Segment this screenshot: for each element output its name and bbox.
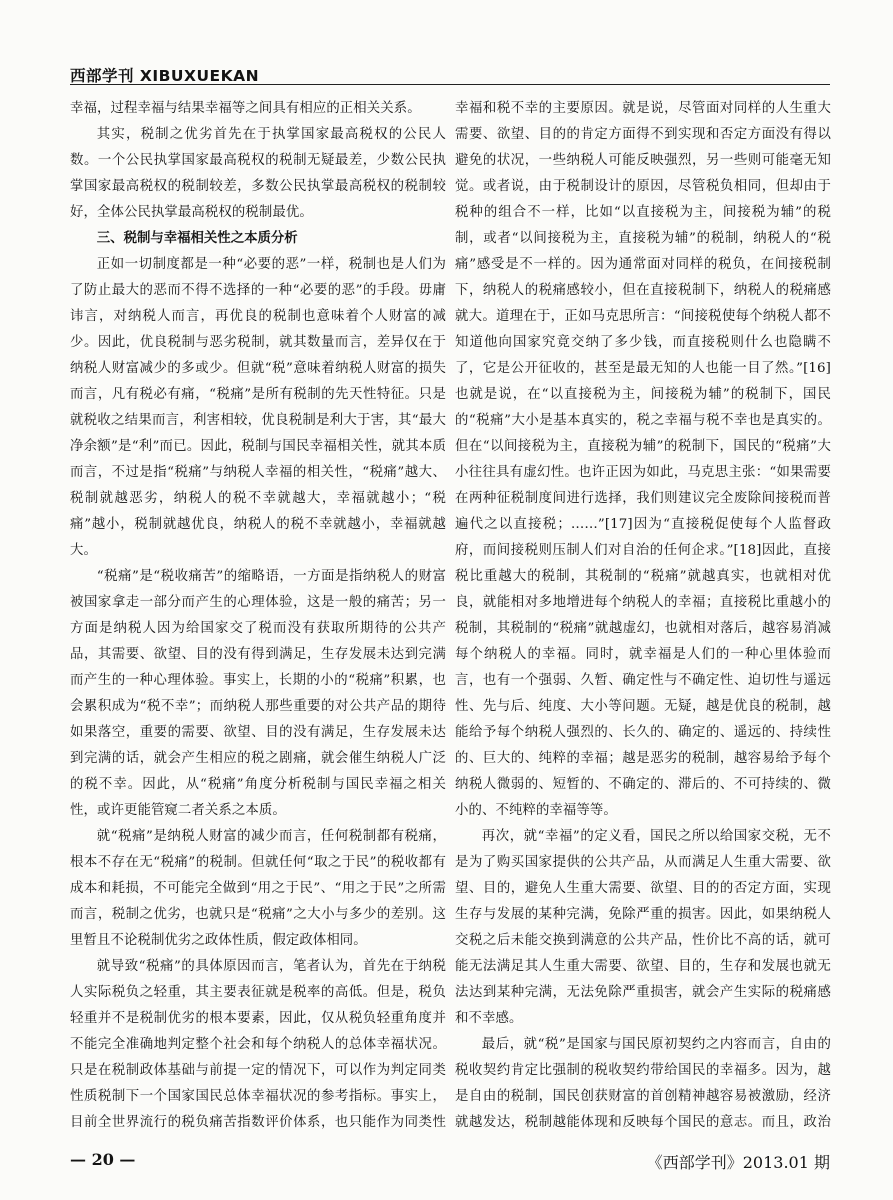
right-column xyxy=(455,96,831,1138)
page-header xyxy=(70,60,830,88)
left-column xyxy=(70,96,446,1138)
paragraph: 最后，就“税”是国家与国民原初契约之内容而言，自由的税收契约肯定比强制的税收契约带给国民的幸福多。因为，越是自由的税制，国民创获财富的首创精神越容易被激励，经济就越发达，税制越能体现和反映每个国民的意志。而且，政治 xyxy=(455,1037,831,1130)
paragraph: 幸福和税不幸的主要原因。就是说，尽管面对同样的人生重大需要、欲望、目的的肯定方面得不到实现和否定方面没有得以避免的状况，一些纳税人可能反映强烈，另一些则可能毫无知觉。或者说，由于税制设计的原因，尽管税负相同，但却由于税种的组合不一样，比如“以直接税为主，间接税为辅”的税制，或者“以间接税为主，直接税为辅”的税制，纳税人的“税痛”感受是不一样的。因为通常面对同样的税负，在间接税制下，纳税人的税痛感较小，但在直接税制下，纳税人的税痛感就大。道理在于，正如马克思所言：“间接税使每个纳税人都不知道他向国家究竟交纳了多少钱，而直接税则什么也隐瞒不了，它是公开征收的，甚至是最无知的人也能一目了然。”[16]也就是说，在“以直接税为主，间接税为辅”的税制下，国民的“税痛”大小是基本真实的，税之幸福与税不幸也是真实的。但在“以间接税为主，直接税为辅”的税制下，国民的“税痛”大小往往具有虚幻性。也许正因为如此，马克思主张：“如果需要在两种征税制度间进行选择，我们则建议完全废除间接税而普遍代之以直接税；……”[17]因为“直接税促使每个人监督政府，而间接税则压制人们对自治的任何企求。”[18]因此，直接税比重越大的税制，其税制的“税痛”就越真实，也就相对优良，就能相对多地增进每个纳税人的幸福；直接税比重越小的税制，其税制的“税痛”就越虚幻，也就相对落后，越容易消减每个纳税人的幸福。同时，就幸福是人们的一种心里体验而言，也有一个强弱、久暂、确定性与不确定性、迫切性与遥远性、先与后、纯度、大小等问题。无疑，越是优良的税制，越能给予每个纳税人强烈的、长久的、确定的、遥远的、持续性的、巨大的、纯粹的幸福；越是恶劣的税制，越容易给予每个纳税人微弱的、短暂的、不确定的、滞后的、不可持续的、微小的、不纯粹的幸福等等。 xyxy=(455,101,831,818)
issue-info: 《西部学刊》2013.01 期 xyxy=(646,1153,830,1172)
paragraph: 幸福，过程幸福与结果幸福等之间具有相应的正相关关系。 xyxy=(70,101,421,116)
paragraph: 其实，税制之优劣首先在于执掌国家最高税权的公民人数。一个公民执掌国家最高税权的税制无疑最差，少数公民执掌国家最高税权的税制较差，多数公民执掌最高税权的税制较好，全体公民执掌最高税权的税制最优。 xyxy=(70,127,446,220)
section-heading: 三、税制与幸福相关性之本质分析 xyxy=(96,231,298,246)
journal-name: 西部学刊 XIBUXUEKAN xyxy=(70,67,260,85)
page-number: — 20 — xyxy=(70,1150,136,1169)
header-rule xyxy=(70,84,830,85)
paragraph: 就导致“税痛”的具体原因而言，笔者认为，首先在于纳税人实际税负之轻重，其主要表征就是税率的高低。但是，税负轻重并不是税制优劣的根本要素，因此，仅从税负轻重角度并不能完全准确地判定整个社会和每个纳税人的总体幸福状况。只是在税制政体基础与前提一定的情况下，可以作为判定同类性质税制下一个国家国民总体幸福状况的参考指标。事实上，目前全世界流行的税负痛苦指数评价体系，也只能作为同类性 xyxy=(70,959,446,1130)
paragraph: 就“税痛”是纳税人财富的减少而言，任何税制都有税痛，根本不存在无“税痛”的税制。但就任何“取之于民”的税收都有成本和耗损，不可能完全做到“用之于民”、“用之于民”之所需而言，税制之优劣，也就只是“税痛”之大小与多少的差别。这里暂且不论税制优劣之政体性质，假定政体相同。 xyxy=(70,829,446,948)
paragraph: “税痛”是“税收痛苦”的缩略语，一方面是指纳税人的财富被国家拿走一部分而产生的心理体验，这是一般的痛苦；另一方面是纳税人因为给国家交了税而没有获取所期待的公共产品，其需要、欲望、目的没有得到满足，生存发展未达到完满而产生的一种心理体验。事实上，长期的小的“税痛”积累，也会累积成为“税不幸”；而纳税人那些重要的对公共产品的期待如果落空，重要的需要、欲望、目的没有满足，生存发展未达到完满的话，就会产生相应的税之剧痛，就会催生纳税人广泛的税不幸。因此，从“税痛”角度分析税制与国民幸福之相关性，或许更能管窥二者关系之本质。 xyxy=(70,569,446,818)
paragraph: 正如一切制度都是一种“必要的恶”一样，税制也是人们为了防止最大的恶而不得不选择的一种“必要的恶”的手段。毋庸讳言，对纳税人而言，再优良的税制也意味着个人财富的减少。因此，优良税制与恶劣税制，就其数量而言，差异仅在于纳税人财富减少的多或少。但就“税”意味着纳税人财富的损失而言，凡有税必有痛，“税痛”是所有税制的先天性特征。只是就税收之结果而言，利害相较，优良税制是利大于害，其“最大净余额”是“利”而已。因此，税制与国民幸福相关性，就其本质而言，不过是指“税痛”与纳税人幸福的相关性，“税痛”越大、税制就越恶劣，纳税人的税不幸就越大，幸福就越小；“税痛”越小，税制就越优良，纳税人的税不幸就越小，幸福就越大。 xyxy=(70,257,446,558)
page-footer xyxy=(70,1148,830,1178)
paragraph: 再次，就“幸福”的定义看，国民之所以给国家交税，无不是为了购买国家提供的公共产品，从而满足人生重大需要、欲望、目的，避免人生重大需要、欲望、目的的否定方面，实现生存与发展的某种完满，免除严重的损害。因此，如果纳税人交税之后未能交换到满意的公共产品，性价比不高的话，就可能无法满足其人生重大需要、欲望、目的，生存和发展也就无法达到某种完满，无法免除严重损害，就会产生实际的税痛感和不幸感。 xyxy=(455,829,831,1026)
